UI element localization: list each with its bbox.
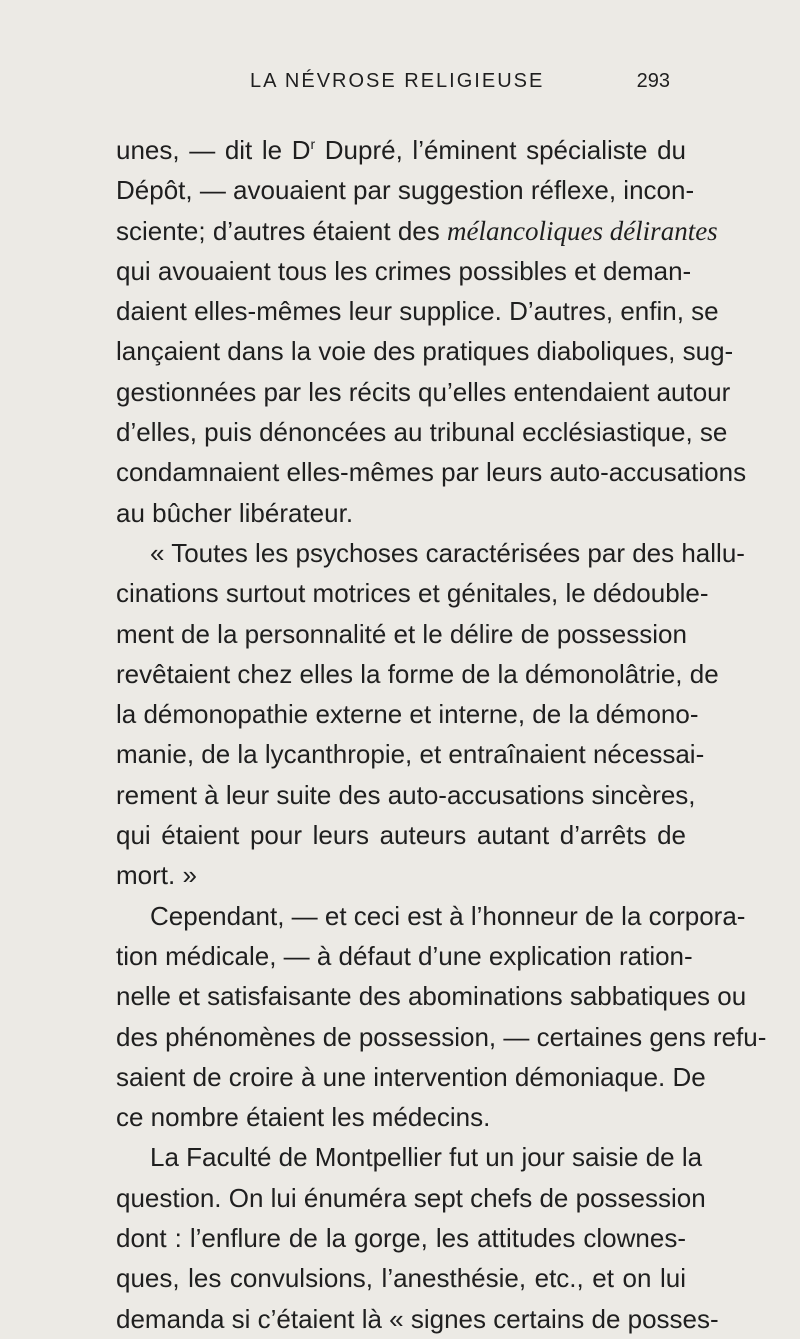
text-line: saient de croire à une intervention démoniaque. De — [116, 1061, 706, 1092]
running-header — [250, 70, 670, 106]
text-line: qui avouaient tous les crimes possibles et deman- — [116, 255, 692, 286]
text-line: rement à leur suite des auto-accusations sincères, — [116, 779, 696, 810]
text-line — [116, 211, 718, 251]
superscript: r — [310, 136, 316, 152]
text-line: Dépôt, — avouaient par suggestion réflexe, incon- — [116, 175, 695, 206]
text-line: nelle et satisfaisante des abominations sabbatiques ou — [116, 981, 747, 1012]
text-line: tion médicale, — à défaut d’une explication ration- — [116, 940, 693, 971]
text-line — [116, 130, 686, 170]
text-line: ment de la personnalité et le délire de possession — [116, 618, 687, 649]
body-text — [116, 130, 767, 1339]
text-line: condamnaient elles-mêmes par leurs auto-accusations — [116, 457, 747, 488]
line-segment: sciente; d’autres étaient des — [116, 215, 447, 246]
text-line: ce nombre étaient les médecins. — [116, 1102, 491, 1133]
text-line: cinations surtout motrices et génitales, le dédouble- — [116, 578, 709, 609]
text-line: question. On lui énuméra sept chefs de possession — [116, 1182, 706, 1213]
text-line: Cependant, — et ceci est à l’honneur de la corpora- — [150, 900, 746, 931]
text-line: demanda si c’étaient là « signes certains de posses- — [116, 1303, 719, 1334]
text-line: d’elles, puis dénoncées au tribunal ecclésiastique, se — [116, 417, 728, 448]
italic-phrase: mélancoliques délirantes — [446, 215, 718, 246]
text-line: revêtaient chez elles la forme de la démonolâtrie, de — [116, 658, 719, 689]
text-line: qui étaient pour leurs auteurs autant d’arrêts de — [116, 820, 686, 851]
text-line: mort. » — [116, 860, 197, 891]
text-line: « Toutes les psychoses caractérisées par des hallu- — [150, 537, 745, 568]
text-line: des phénomènes de possession, — certaines gens refu- — [116, 1021, 767, 1052]
text-line: la démonopathie externe et interne, de la démono- — [116, 699, 699, 730]
text-line: dont : l’enflure de la gorge, les attitudes clownes- — [116, 1223, 686, 1254]
text-line: gestionnées par les récits qu’elles entendaient autour — [116, 376, 731, 407]
page-number: 293 — [636, 70, 670, 92]
text-line: manie, de la lycanthropie, et entraînaient nécessai- — [116, 739, 705, 770]
text-line: au bûcher libérateur. — [116, 497, 354, 528]
line-segment: Dupré, l’éminent spécialiste du — [315, 135, 686, 165]
text-line: ques, les convulsions, l’anesthésie, etc., et on lui — [116, 1263, 686, 1294]
running-title: LA NÉVROSE RELIGIEUSE — [250, 70, 545, 92]
text-line: La Faculté de Montpellier fut un jour saisie de la — [150, 1142, 703, 1173]
text-line: daient elles-mêmes leur supplice. D’autres, enfin, se — [116, 296, 719, 327]
line-segment: unes, — dit le D — [116, 135, 311, 165]
text-line: lançaient dans la voie des pratiques diaboliques, sug- — [116, 336, 734, 367]
